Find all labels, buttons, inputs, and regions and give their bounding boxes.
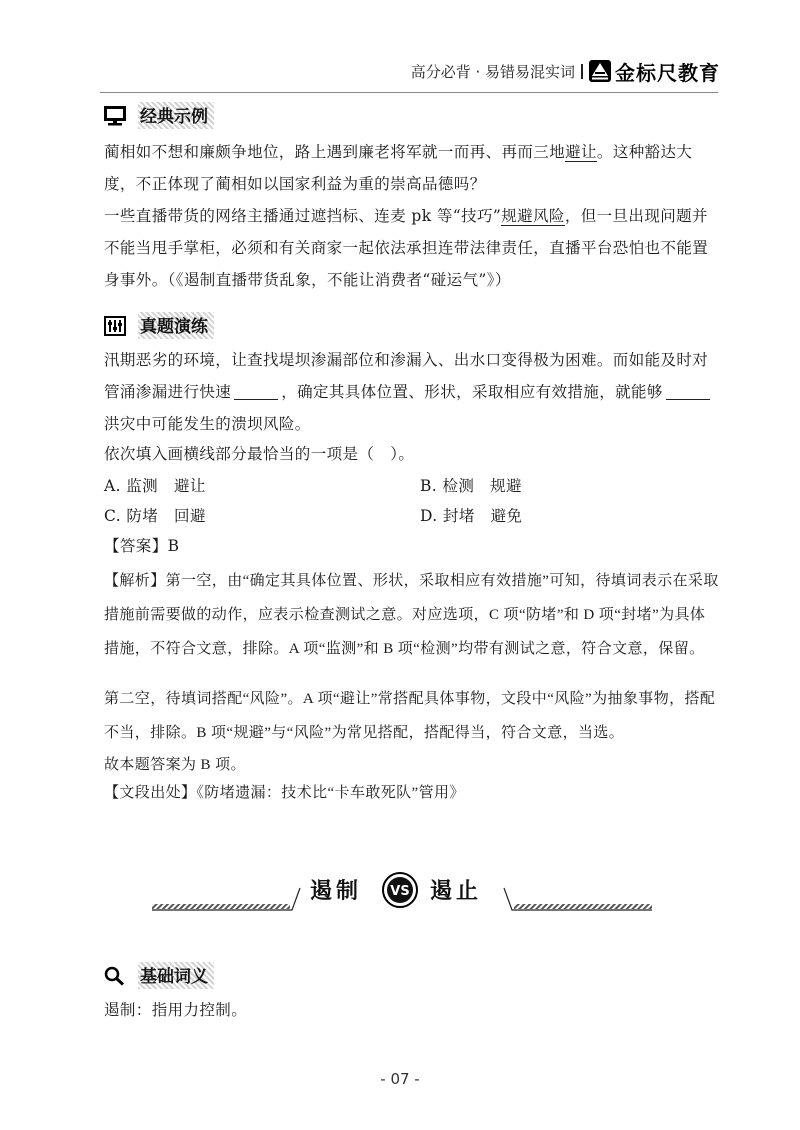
page-number: - 07 - [380,1070,420,1088]
compare-word-right: 遏止 [430,878,483,904]
basic-definition: 遏制：指用力控制。 [104,1001,248,1019]
source-citation: 【文段出处】《防堵遗漏：技术比“卡车敢死队”管用》 [104,785,465,801]
section-title: 经典示例 [138,102,214,129]
section-title: 真题演练 [138,312,214,339]
brand-logo [589,57,720,86]
analysis-conclusion: 故本题答案为 B 项。 [104,757,246,773]
option-a: A. 监测 避让 [104,477,206,495]
brand-mark-icon [589,60,611,82]
vs-badge-icon [382,872,418,908]
answer-line: 【答案】B [104,537,180,555]
section-heading-practice [104,312,214,339]
example-paragraph-1: 蔺相如不想和廉颇争地位，路上遇到廉老将军就一而再、再而三地避让。这种豁达大度，不正体现了蔺相如以国家利益为重的崇高品德吗？ [104,143,693,193]
header-rule [100,92,718,93]
option-c: C. 防堵 回避 [104,507,206,525]
question-prompt: 依次填入画横线部分最恰当的一项是（ ）。 [104,445,415,463]
brand-name: 金标尺教育 [615,60,720,85]
monitor-icon [104,106,126,126]
analysis-paragraph-2: 第二空，待填词搭配“风险”。A 项“避让”常搭配具体事物，文段中“风险”为抽象事物，搭配不当，排除。B 项“规避”与“风险”为常见搭配，搭配得当，符合文意，当选。 [104,691,716,741]
fill-blank-1 [234,383,278,400]
analysis-paragraph-1: 【解析】第一空，由“确定其具体位置、形状，采取相应有效措施”可知，待填词表示在采取措施前需要做的动作，应表示检查测试之意。对应选项，C 项“防堵”和 D 项“封堵”为具体措施，不符合文意，排除。A 项“监测”和 B 项“检测”均带有测试之意，符合文意，保留。 [104,573,719,657]
header-divider [581,64,583,79]
page-header [411,56,720,86]
section-heading-example [104,102,214,129]
section-title: 基础词义 [138,962,214,989]
option-d: D. 封堵 避免 [420,507,523,525]
question-stem: 汛期恶劣的环境，让查找堤坝渗漏部位和渗漏入、出水口变得极为困难。而如能及时对管涌渗漏进行快速 ，确定其具体位置、形状，采取相应有效措施，就能够洪灾中可能发生的溃坝风险。 [104,351,709,433]
header-text: 高分必背 · 易错易混实词 [410,62,575,81]
fill-blank-2 [666,383,710,400]
vs-text: VS [390,884,410,899]
compare-word-left: 遏制 [310,878,363,904]
compare-banner [152,862,652,922]
equalizer-icon [104,316,126,336]
section-heading-basic [104,962,214,989]
example-paragraph-2: 一些直播带货的网络主播通过遮挡标、连麦 pk 等“技巧”规避风险，但一旦出现问题并不能当甩手掌柜，必须和有关商家一起依法承担连带法律责任，直播平台恐怕也不能置身事外。（《遏制直播带货乱象，不能让消费者“碰运气”》） [104,207,709,289]
option-b: B. 检测 规避 [420,477,522,495]
magnifier-icon [104,966,126,986]
underlined-word: 规避风险 [501,207,565,225]
underlined-word: 避让 [565,143,597,161]
